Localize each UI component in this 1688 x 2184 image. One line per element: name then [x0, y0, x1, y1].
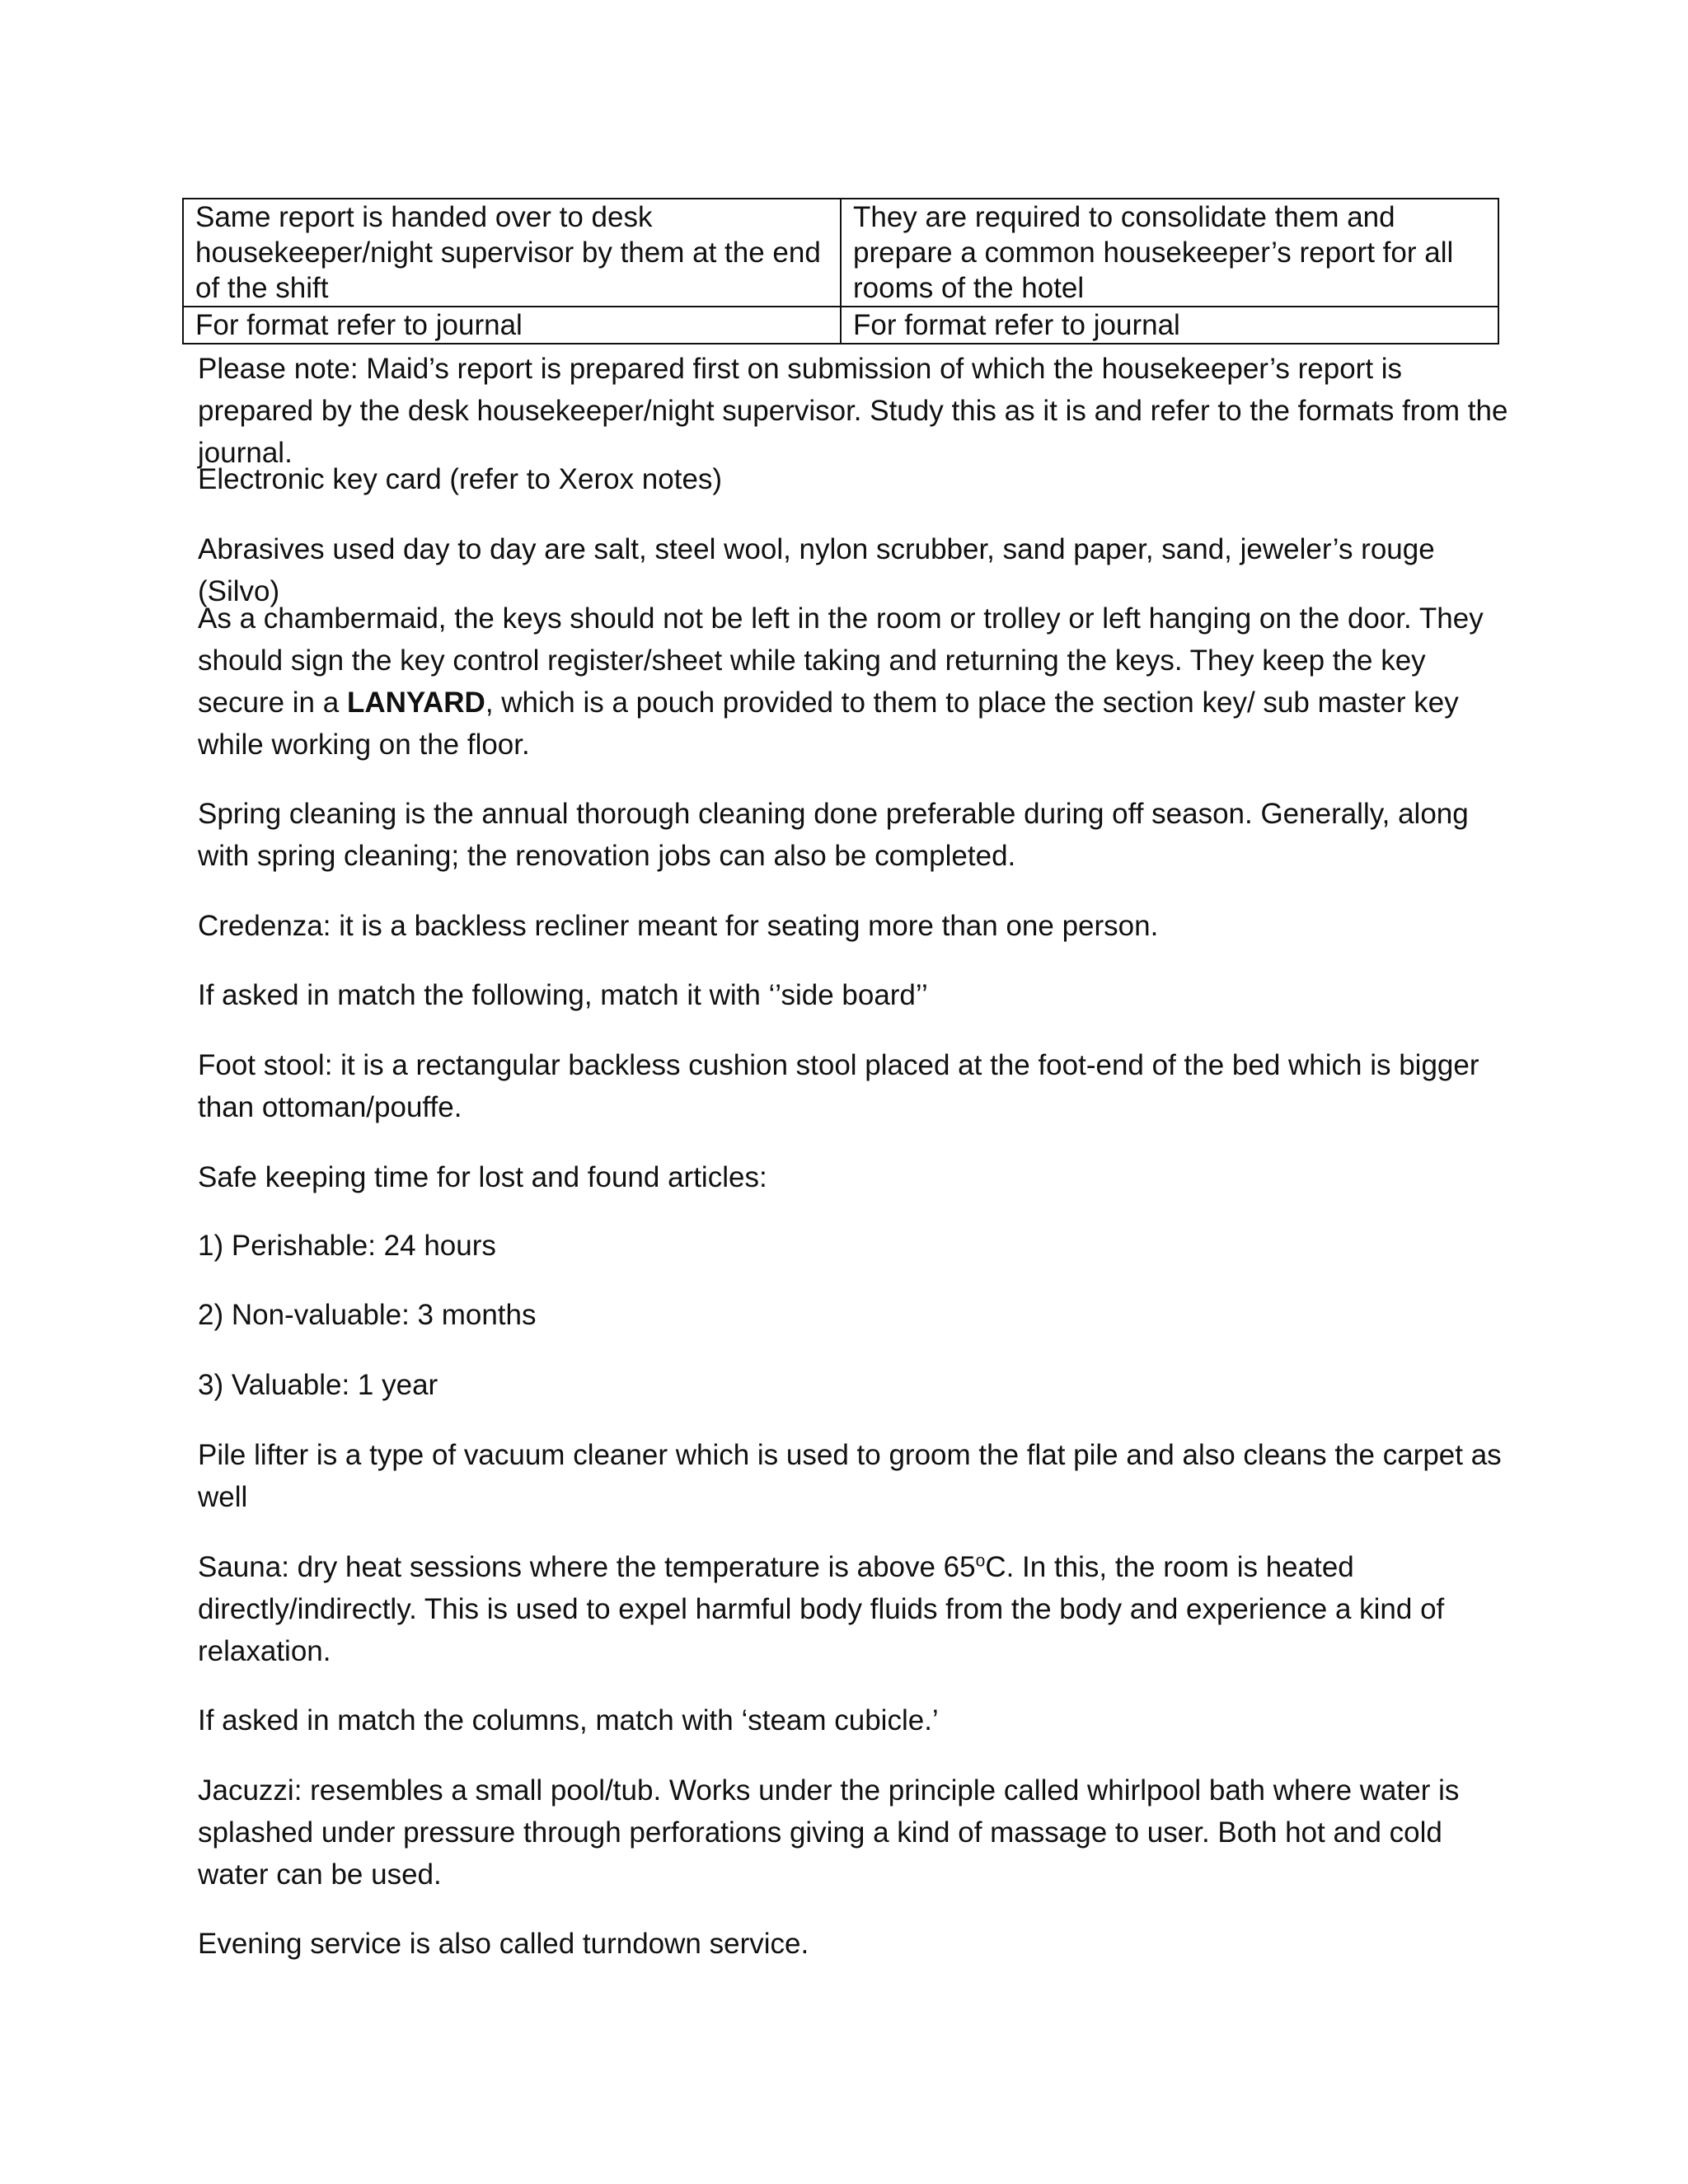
degree-sign: o	[975, 1551, 986, 1571]
table-cell-left: For format refer to journal	[183, 307, 841, 344]
keys-text-start: As a chambermaid, the keys should not be left in the room or trolley or left hanging on the door. They should sign the key control register/sheet while taking and returning the keys. They keep the key secure in a	[198, 602, 1484, 719]
credenza-paragraph: Credenza: it is a backless recliner meant for seating more than one person.	[198, 910, 1159, 942]
credenza-match-paragraph: If asked in match the following, match it with ‘’side board’’	[198, 979, 928, 1011]
evening-service-paragraph: Evening service is also called turndown service.	[198, 1928, 809, 1960]
foot-stool-paragraph: Foot stool: it is a rectangular backless cushion stool placed at the foot-end of the bed which is bigger than ottoman/pouffe.	[198, 1049, 1479, 1123]
jacuzzi-paragraph: Jacuzzi: resembles a small pool/tub. Works under the principle called whirlpool bath where water is splashed under pressure through perforations giving a kind of massage to user. Both hot and cold water can be used.	[198, 1774, 1460, 1891]
lanyard-term: LANYARD	[346, 687, 485, 719]
list-item-perishable: 1) Perishable: 24 hours	[198, 1230, 496, 1262]
sauna-text-start: Sauna: dry heat sessions where the temperature is above 65	[198, 1551, 976, 1583]
sauna-text-end: C. In this, the room is heated directly/indirectly. This is used to expel harmful body fluids from the body and experience a kind of relaxation.	[198, 1551, 1445, 1667]
electronic-key-paragraph: Electronic key card (refer to Xerox notes)	[198, 463, 723, 495]
abrasives-paragraph: Abrasives used day to day are salt, steel wool, nylon scrubber, sand paper, sand, jeweler’s rouge (Silvo)	[198, 533, 1435, 607]
safe-keeping-heading: Safe keeping time for lost and found articles:	[198, 1161, 767, 1193]
list-item-non-valuable: 2) Non-valuable: 3 months	[198, 1299, 537, 1331]
table-row	[183, 199, 1498, 307]
pile-lifter-paragraph: Pile lifter is a type of vacuum cleaner which is used to groom the flat pile and also cleans the carpet as well	[198, 1439, 1502, 1513]
report-table	[182, 198, 1499, 344]
list-item-valuable: 3) Valuable: 1 year	[198, 1369, 438, 1401]
table-cell-right: For format refer to journal	[841, 307, 1498, 344]
spring-cleaning-paragraph: Spring cleaning is the annual thorough cleaning done preferable during off season. Generally, along with spring cleaning; the renovation jobs can also be completed.	[198, 798, 1469, 872]
table-row	[183, 307, 1498, 344]
please-note-paragraph: Please note: Maid’s report is prepared first on submission of which the housekeeper’s report is prepared by the desk housekeeper/night supervisor. Study this as it is and refer to the formats from the journal.	[198, 353, 1508, 469]
sauna-paragraph	[198, 1546, 1508, 1672]
sauna-match-paragraph: If asked in match the columns, match with ‘steam cubicle.’	[198, 1704, 939, 1736]
table-cell-right: They are required to consolidate them and prepare a common housekeeper’s report for all rooms of the hotel	[841, 199, 1498, 307]
keys-text-end: , which is a pouch provided to them to place the section key/ sub master key while working on the floor.	[198, 687, 1459, 761]
table-cell-left: Same report is handed over to desk housekeeper/night supervisor by them at the end of the shift	[183, 199, 841, 307]
keys-paragraph	[198, 598, 1508, 766]
